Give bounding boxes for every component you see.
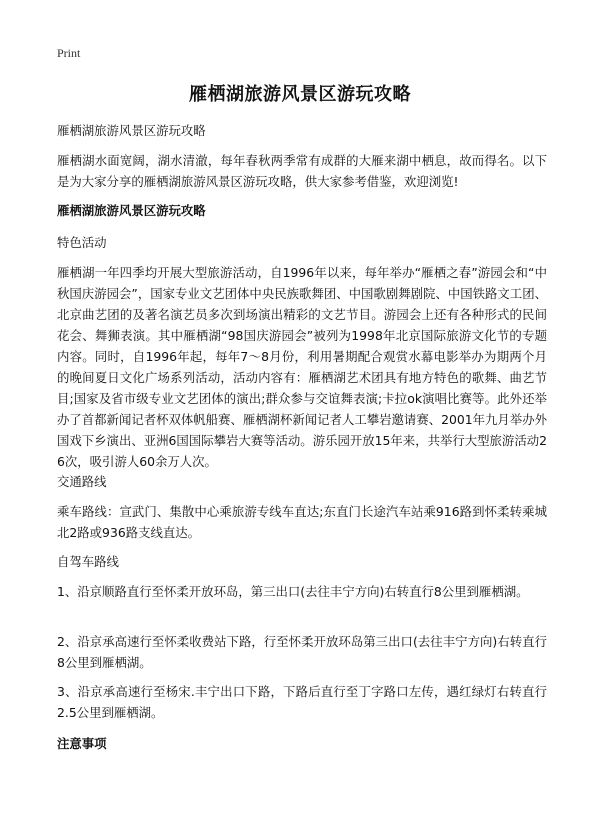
transport-heading: 交通路线 [57,474,107,489]
intro-subtitle: 雁栖湖旅游风景区游玩攻略 [57,123,206,138]
intro-summary: 雁栖湖水面宽阔，湖水清澈，每年春秋两季常有成群的大雁来湖中栖息，故而得名。以下是为大家分享的雁栖湖旅游风景区游玩攻略，供大家参考借鉴，欢迎浏览! [57,153,547,189]
driving-route-3: 3、沿京承高速行至杨宋.丰宁出口下路，下路后直行至丁字路口左传，遇红绿灯右转直行2.5公里到雁栖湖。 [57,684,547,720]
driving-route-1: 1、沿京顺路直行至怀柔开放环岛，第三出口(去往丰宁方向)右转直行8公里到雁栖湖。 [57,584,529,599]
driving-heading: 自驾车路线 [57,554,119,569]
transport-paragraph: 乘车路线：宣武门、集散中心乘旅游专线车直达;东直门长途汽车站乘916路到怀柔转乘城北2路或936路支线直达。 [57,504,547,540]
activities-heading: 特色活动 [57,235,107,250]
driving-route-2: 2、沿京承高速行至怀柔收费站下路，行至怀柔开放环岛第三出口(去往丰宁方向)右转直行8公里到雁栖湖。 [57,634,547,670]
notes-heading: 注意事项 [57,736,107,751]
page-title: 雁栖湖旅游风景区游玩攻略 [189,84,411,105]
activities-paragraph: 雁栖湖一年四季均开展大型旅游活动，自1996年以来，每年举办“雁栖之春”游园会和“中秋国庆游园会”，国家专业文艺团体中央民族歌舞团、中国歌剧舞剧院、中国铁路文工团、北京曲艺团的及著名演艺员多次到场演出精彩的文艺节目。游园会上还有各种形式的民间花会、舞狮表演。其中雁栖湖“98国庆游园会”被列为1998年北京国际旅游文化节的专题内容。同时，自1996年起，每年7～8月份，利用暑期配合观赏水幕电影举办为期两个月的晚间夏日文化广场系列活动，活动内容有：雁栖湖艺术团具有地方特色的歌舞、曲艺节目;国家及省市级专业文艺团体的演出;群众参与交谊舞表演;卡拉ok演唱比赛等。此外还举办了首都新闻记者杯双体帆船赛、雁栖湖杯新闻记者人工攀岩邀请赛、2001年九月举办外国戏下乡演出、亚洲6国国际攀岩大赛等活动。游乐园开放15年来，共举行大型旅游活动26次，吸引游人60余万人次。 [57,265,547,469]
print-label[interactable]: Print [57,46,81,60]
main-section-heading: 雁栖湖旅游风景区游玩攻略 [57,203,206,218]
